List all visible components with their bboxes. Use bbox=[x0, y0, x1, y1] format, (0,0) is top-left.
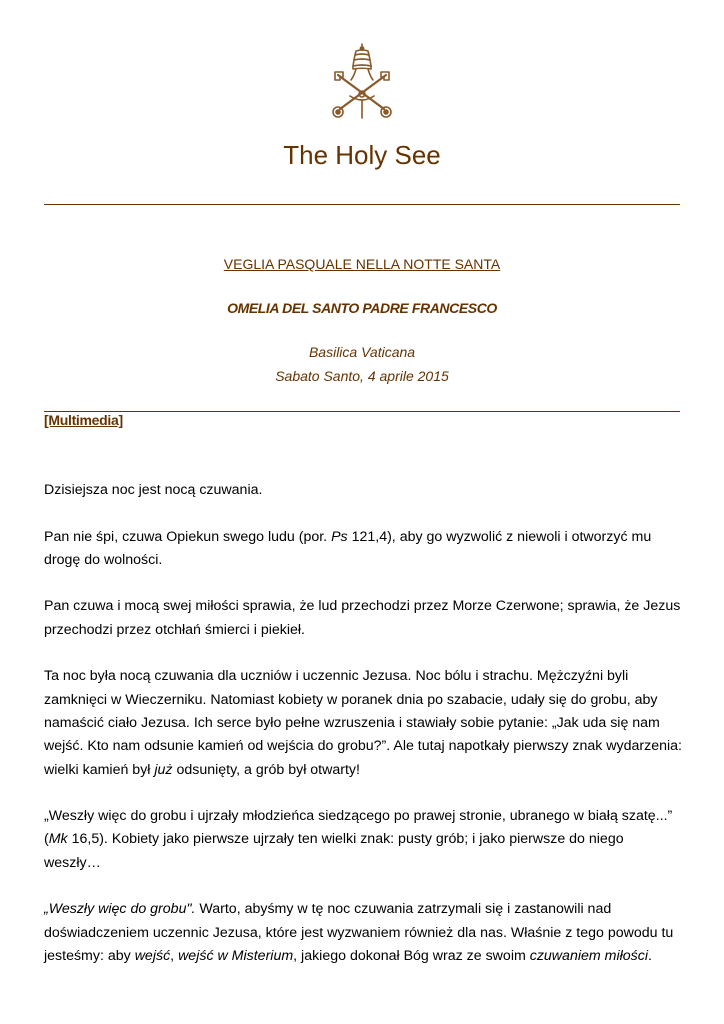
event-title[interactable]: VEGLIA PASQUALE NELLA NOTTE SANTA bbox=[223, 256, 501, 272]
paragraph: Dzisiejsza noc jest nocą czuwania. bbox=[44, 482, 263, 498]
header-divider bbox=[44, 204, 680, 205]
place-line: Basilica Vaticana bbox=[308, 344, 416, 360]
homily-title: OMELIA DEL SANTO PADRE FRANCESCO bbox=[227, 300, 497, 316]
papal-coat-of-arms-icon bbox=[323, 42, 401, 120]
date-line: Sabato Santo, 4 aprile 2015 bbox=[275, 368, 449, 384]
multimedia-link[interactable]: [Multimedia] bbox=[44, 412, 123, 428]
paragraph: „Weszły więc do grobu". Warto, abyśmy w tę noc czuwania zatrzymali się i zastanowili nad doświadczeniem uczennic Jezusa, które jest wyzwaniem również dla nas. Właśnie z tego powodu tu jesteśmy: aby wejść, wejść w Misterium, jakiego dokonał Bóg wraz ze swoim czuwaniem miłości. bbox=[44, 901, 674, 964]
paragraph: „Weszły więc do grobu i ujrzały młodzieńca siedzącego po prawej stronie, ubranego w białą szatę...” (Mk 16,5). Kobiety jako pierwsze ujrzały ten wielki znak: pusty grób; i jako pierwsze do niego weszły… bbox=[44, 808, 673, 871]
paragraph: Pan czuwa i mocą swej miłości sprawia, że lud przechodzi przez Morze Czerwone; sprawia, że Jezus przechodzi przez otchłań śmierci i piekieł. bbox=[44, 598, 681, 638]
paragraph: Pan nie śpi, czuwa Opiekun swego ludu (por. Ps 121,4), aby go wyzwolić z niewoli i otworzyć mu drogę do wolności. bbox=[44, 528, 652, 568]
section-divider bbox=[44, 411, 680, 412]
site-title: The Holy See bbox=[283, 140, 441, 170]
homily-body bbox=[44, 479, 684, 968]
paragraph: Ta noc była nocą czuwania dla uczniów i uczennic Jezusa. Noc bólu i strachu. Mężczyźni byli zamknięci w Wieczerniku. Natomiast kobiety w poranek dnia po szabacie, udały się do grobu, aby namaścić ciało Jezusa. Ich serce było pełne wzruszenia i stawiały sobie pytanie: „Jak uda się nam wejść. Kto nam odsunie kamień od wejścia do grobu?”. Ale tutaj napotkały pierwszy znak wydarzenia: wielki kamień był już odsunięty, a grób był otwarty! bbox=[44, 668, 682, 778]
